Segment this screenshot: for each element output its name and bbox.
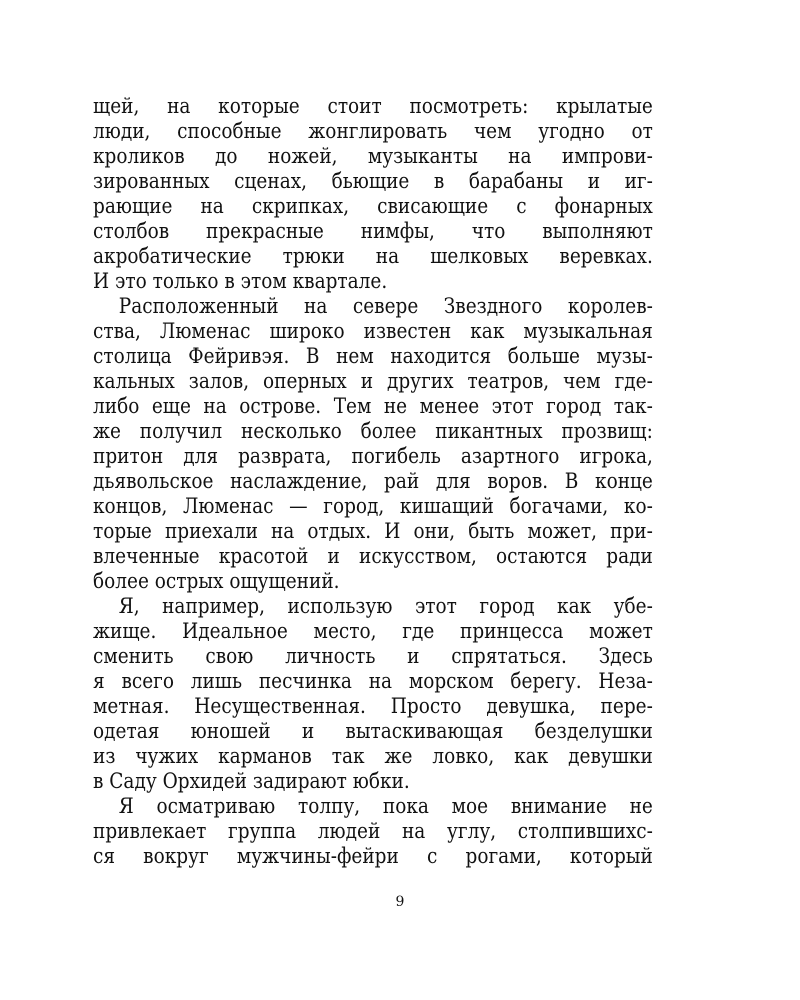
text-line: акробатические трюки на шелковых веревках. bbox=[93, 244, 653, 269]
body-text bbox=[93, 94, 653, 869]
page-number: 9 bbox=[395, 894, 405, 910]
text-line: одетая юношей и вытаскивающая безделушки bbox=[93, 719, 653, 744]
text-line: метная. Несущественная. Просто девушка, пере- bbox=[93, 694, 653, 719]
text-line: же получил несколько более пикантных прозвищ: bbox=[93, 419, 653, 444]
text-line: притон для разврата, погибель азартного игрока, bbox=[93, 444, 653, 469]
text-line: Расположенный на севере Звездного королев- bbox=[118, 294, 653, 319]
text-line: люди, способные жонглировать чем угодно от bbox=[93, 119, 653, 144]
text-line: жище. Идеальное место, где принцесса может bbox=[93, 619, 653, 644]
text-line: либо еще на острове. Тем не менее этот город так- bbox=[93, 394, 653, 419]
text-line: щей, на которые стоит посмотреть: крылатые bbox=[93, 94, 653, 119]
paragraph bbox=[93, 794, 653, 869]
text-line: из чужих карманов так же ловко, как девушки bbox=[93, 744, 653, 769]
text-line: Я осматриваю толпу, пока мое внимание не bbox=[118, 794, 653, 819]
text-line: торые приехали на отдых. И они, быть может, при- bbox=[93, 519, 653, 544]
text-line: столбов прекрасные нимфы, что выполняют bbox=[93, 219, 653, 244]
text-line: кальных залов, оперных и других театров, чем где- bbox=[93, 369, 653, 394]
text-line: ся вокруг мужчины-фейри с рогами, который bbox=[93, 844, 653, 869]
text-line: ства, Люменас широко известен как музыкальная bbox=[93, 319, 653, 344]
text-line: сменить свою личность и спрятаться. Здесь bbox=[93, 644, 653, 669]
text-line: зированных сценах, бьющие в барабаны и иг- bbox=[93, 169, 653, 194]
text-line: дьявольское наслаждение, рай для воров. В конце bbox=[93, 469, 653, 494]
text-line: влеченные красотой и искусством, остаются ради bbox=[93, 544, 653, 569]
text-line: И это только в этом квартале. bbox=[93, 269, 388, 294]
paragraph bbox=[93, 94, 653, 294]
text-line: рающие на скрипках, свисающие с фонарных bbox=[93, 194, 653, 219]
text-line: я всего лишь песчинка на морском берегу. Неза- bbox=[93, 669, 653, 694]
text-line: привлекает группа людей на углу, столпившихс- bbox=[93, 819, 653, 844]
paragraph bbox=[93, 294, 653, 594]
text-line: в Саду Орхидей задирают юбки. bbox=[93, 769, 410, 794]
paragraph bbox=[93, 594, 653, 794]
text-line: концов, Люменас — город, кишащий богачами, ко- bbox=[93, 494, 653, 519]
text-line: кроликов до ножей, музыканты на импрови- bbox=[93, 144, 653, 169]
text-line: Я, например, использую этот город как убе- bbox=[118, 594, 653, 619]
text-line: более острых ощущений. bbox=[93, 569, 340, 594]
text-line: столица Фейривэя. В нем находится больше музы- bbox=[93, 344, 653, 369]
